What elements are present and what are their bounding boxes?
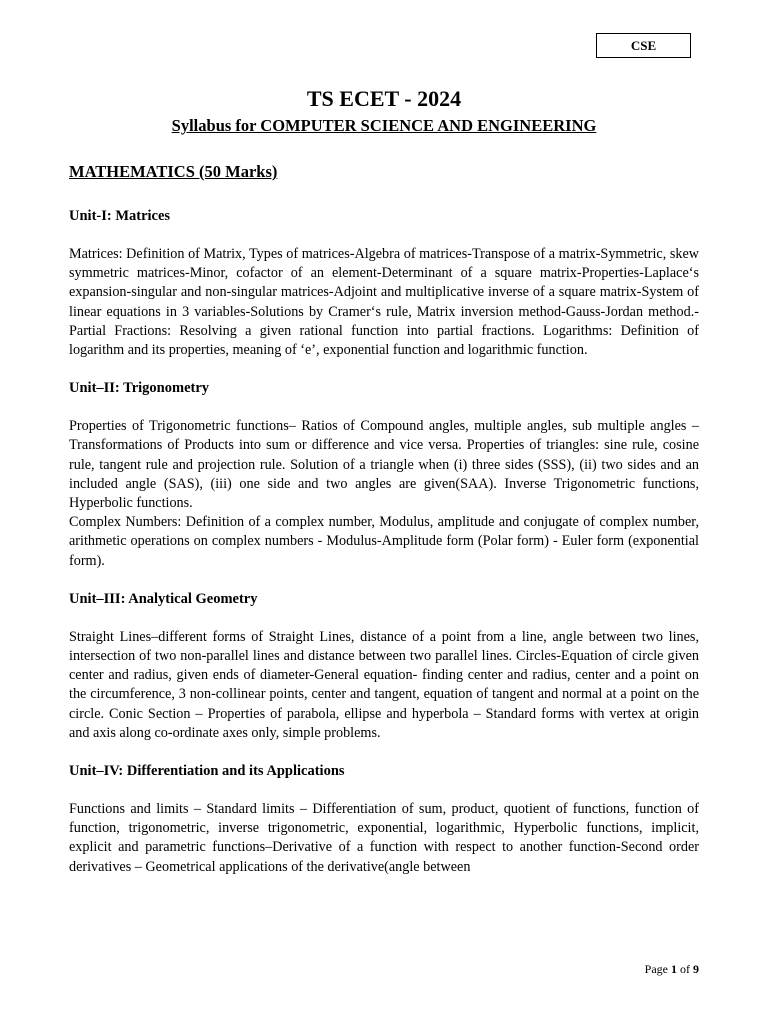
unit-paragraph: Properties of Trigonometric functions– Ratios of Compound angles, multiple angles, sub multiple angles – Transformations of Products into sum or difference and vice versa. Properties of triangles: sine rule, cosine rule, tangent rule and projection rule. Solution of a triangle when (i) three sides (SSS), (ii) two sides and an included angle (SAS), (iii) one side and two angles are given(SAA). Inverse Trigonometric functions, Hyperbolic functions. xyxy=(69,418,699,512)
document-subtitle: Syllabus for COMPUTER SCIENCE AND ENGINEERING xyxy=(171,116,597,135)
of-label: of xyxy=(680,962,690,976)
unit-heading: Unit–III: Analytical Geometry xyxy=(69,590,258,607)
unit-heading: Unit–II: Trigonometry xyxy=(69,380,210,397)
unit-block xyxy=(69,590,699,743)
unit-paragraph: Functions and limits – Standard limits – Differentiation of sum, product, quotient of functions, function of function, trigonometric, inverse trigonometric, exponential, logarithmic, Hyperbolic functions, implicit, explicit and parametric functions–Derivative of a function with respect to another function-Second order derivatives – Geometrical applications of the derivative(angle between xyxy=(69,801,699,875)
page-label: Page xyxy=(644,962,668,976)
unit-block xyxy=(69,379,699,571)
total-pages-number: 9 xyxy=(693,962,699,976)
branch-label: CSE xyxy=(630,37,657,53)
unit-paragraph: Straight Lines–different forms of Straight Lines, distance of a point from a line, angle between two lines, intersection of two non-parallel lines and distance between two parallel lines. Circles-Equation of circle given center and radius, given ends of diameter-General equation- finding center and radius, center and a point on the circumference, 3 non-collinear points, center and tangent, equation of tangent and normal at a point on the circle. Conic Section – Properties of parabola, ellipse and hyperbola – Standard forms with vertex at origin and axis along co-ordinate axes only, simple problems. xyxy=(69,628,699,741)
current-page-number: 1 xyxy=(671,962,677,976)
unit-paragraph: Matrices: Definition of Matrix, Types of matrices-Algebra of matrices-Transpose of a matrix-Symmetric, skew symmetric matrices-Minor, cofactor of an element-Determinant of a square matrix-Properties-Laplace‘s expansion-singular and non-singular matrices-Adjoint and multiplicative inverse of a square matrix-System of linear equations in 3 variables-Solutions by Cramer‘s rule, Matrix inversion method-Gauss-Jordan method.-Partial Fractions: Resolving a given rational function into partial fractions. Logarithms: Definition of logarithm and its properties, meaning of ‘e’, exponential function and logarithmic function. xyxy=(69,246,699,359)
unit-block xyxy=(69,207,699,360)
unit-paragraph: Complex Numbers: Definition of a complex number, Modulus, amplitude and conjugate of complex number, arithmetic operations on complex numbers - Modulus-Amplitude form (Polar form) - Euler form (exponential form). xyxy=(69,514,699,569)
unit-heading: Unit-I: Matrices xyxy=(69,208,171,224)
page-footer xyxy=(645,962,699,977)
syllabus-content xyxy=(69,161,699,877)
unit-heading: Unit–IV: Differentiation and its Applications xyxy=(69,763,345,780)
branch-label-box xyxy=(596,33,691,58)
section-heading: MATHEMATICS (50 Marks) xyxy=(69,162,278,181)
unit-block xyxy=(69,762,699,877)
document-title: TS ECET - 2024 xyxy=(306,86,462,111)
